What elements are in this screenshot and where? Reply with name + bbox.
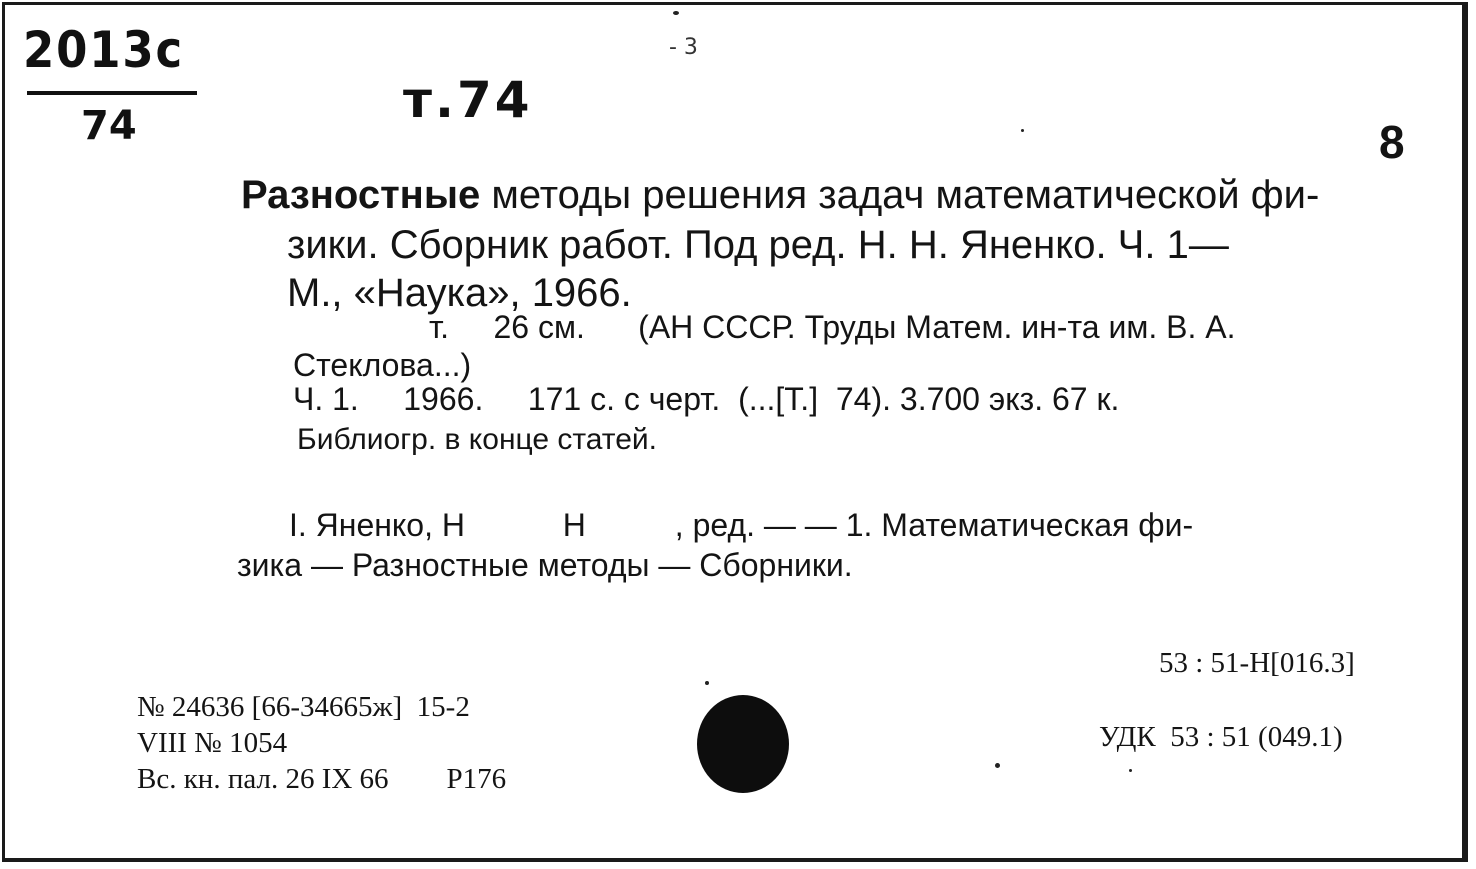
ink-speck — [1129, 769, 1132, 772]
pencil-scribble: - 3 — [669, 35, 698, 60]
entry-line-5: Стеклова...) — [293, 347, 472, 383]
punched-hole-mark — [697, 695, 789, 793]
entry-line-2: зики. Сборник работ. Под ред. Н. Н. Яненко. Ч. 1— — [287, 223, 1229, 267]
imprint-line-2: VIII № 1054 — [137, 727, 288, 759]
ink-speck — [1021, 129, 1024, 132]
imprint-line-3: Вс. кн. пал. 26 IX 66 Р176 — [137, 763, 507, 795]
catalog-card — [2, 2, 1468, 862]
ink-speck — [673, 11, 679, 15]
imprint-line-1: № 24636 [66-34665ж] 15-2 — [137, 691, 470, 723]
classification-line-1: 53 : 51-Н[016.3] — [1159, 647, 1355, 679]
ink-speck — [705, 681, 709, 685]
entry-line-7: Библиогр. в конце статей. — [297, 423, 657, 456]
entry-line-1 — [241, 173, 1319, 218]
ink-speck — [995, 763, 1000, 768]
call-number-bottom: 74 — [81, 103, 137, 149]
call-number-divider — [27, 91, 197, 95]
entry-line-3: М., «Наука», 1966. — [287, 271, 632, 315]
classification-udk: УДК 53 : 51 (049.1) — [1099, 721, 1343, 753]
volume-mark: т.74 — [403, 71, 533, 129]
tracings-line-1: I. Яненко, Н Н , ред. — — 1. Математическая фи- — [289, 507, 1194, 543]
call-number-top: 2013с — [23, 21, 184, 79]
entry-title-bold: Разностные — [241, 173, 481, 217]
card-number: 8 — [1379, 116, 1405, 168]
entry-title-rest: методы решения задач математической фи- — [480, 173, 1320, 217]
tracings-line-2: зика — Разностные методы — Сборники. — [237, 547, 853, 583]
entry-line-4: т. 26 см. (АН СССР. Труды Матем. ин-та им. В. А. — [429, 309, 1236, 345]
entry-line-6: Ч. 1. 1966. 171 с. с черт. (...[Т.] 74). 3.700 экз. 67 к. — [293, 381, 1120, 417]
